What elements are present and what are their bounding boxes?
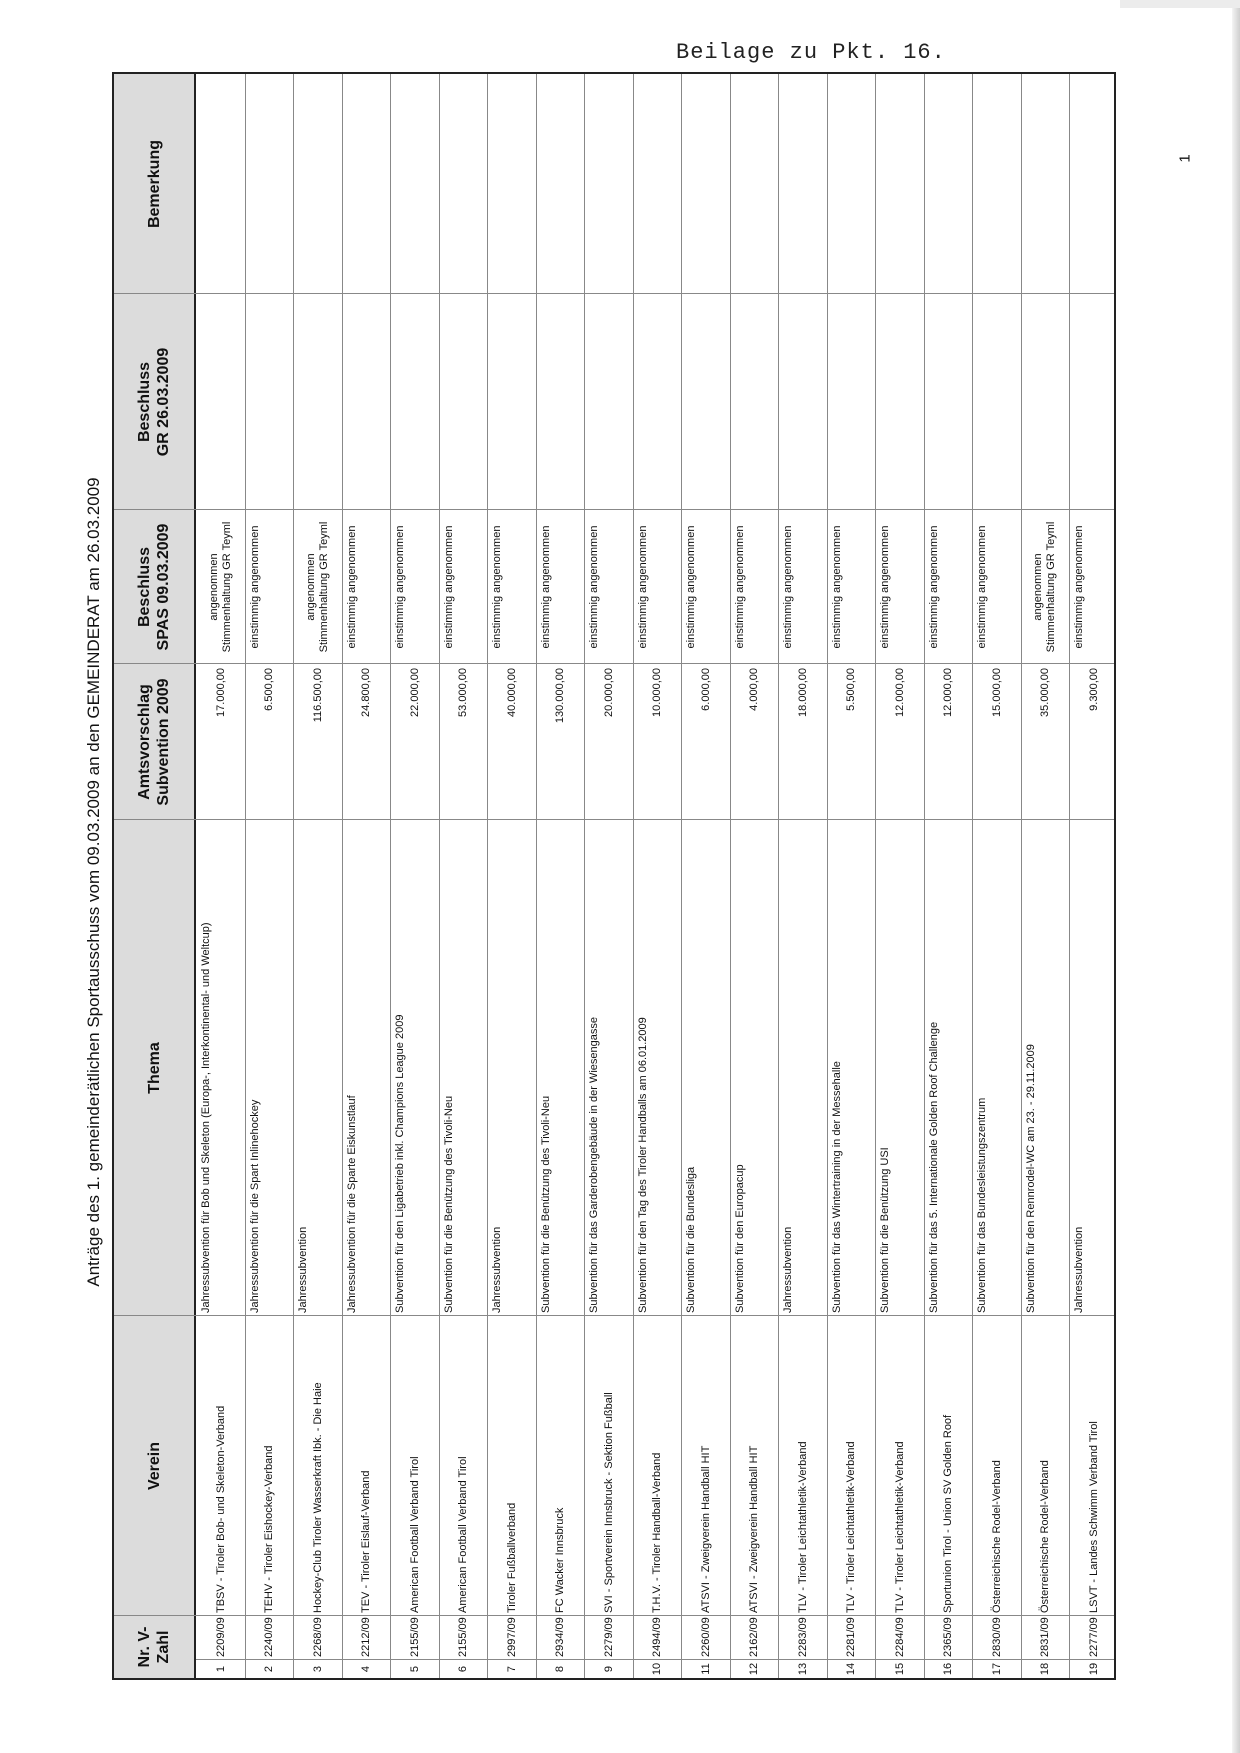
spas-decision: einstimmig angenommen [685, 525, 697, 649]
spas-decision: einstimmig angenommen [927, 525, 940, 649]
cell-verein: TEV - Tiroler Eislauf-Verband [360, 1470, 372, 1613]
cell-vzahl: 2934/09 [554, 1617, 566, 1657]
cell-beschluss-spas [1021, 510, 1070, 664]
cell-vzahl: 2283/09 [796, 1617, 809, 1657]
page-number-area [1150, 150, 1210, 170]
cell-beschluss-spas [342, 510, 391, 664]
cell-beschluss-spas [875, 510, 924, 664]
cell-thema: Subvention für den Ligabetrieb inkl. Champions League 2009 [394, 1014, 406, 1313]
cell-betrag: 15.000,00 [990, 668, 1003, 717]
cell-nr: 8 [554, 1665, 566, 1673]
cell-thema: Jahressubvention [782, 1226, 794, 1313]
cell-nr: 4 [360, 1665, 372, 1673]
cell-thema: Jahressubvention für die Sparte Eiskunstlauf [345, 1095, 358, 1313]
cell-nr: 11 [699, 1663, 712, 1675]
cell-vzahl: 2155/09 [457, 1617, 469, 1657]
cell-betrag: 10.000,00 [651, 668, 663, 717]
spas-decision: einstimmig angenommen [442, 525, 455, 649]
cell-betrag: 4.000,00 [748, 668, 760, 711]
spas-decision: angenommen [304, 553, 317, 621]
cell-verein: American Football Verband Tirol [408, 1456, 421, 1613]
annotation-stamp: Beilage zu Pkt. 16. [676, 40, 946, 65]
cell-verein: American Football Verband Tirol [457, 1456, 469, 1613]
spas-decision: einstimmig angenommen [1073, 525, 1085, 649]
cell-vzahl: 2268/09 [311, 1617, 324, 1657]
header-beschluss-gr-line2: GR 26.03.2009 [155, 347, 172, 457]
spas-decision: einstimmig angenommen [394, 525, 406, 649]
cell-verein: Hockey-Club Tiroler Wasserkraft Ibk. - Die Haie [311, 1382, 324, 1613]
cell-verein: LSVT - Landes Schwimm Verband Tirol [1087, 1421, 1100, 1613]
cell-thema: Subvention für das 5. Internationale Golden Roof Challenge [927, 1021, 940, 1313]
header-verein [114, 1316, 194, 1616]
cell-beschluss-spas [972, 510, 1021, 664]
cell-betrag: 24.800,00 [360, 668, 372, 717]
cell-beschluss-spas [536, 510, 585, 664]
header-beschluss-gr-line1: Beschluss [136, 361, 153, 443]
cell-vzahl: 2240/09 [263, 1617, 275, 1657]
cell-vzahl: 2365/09 [942, 1617, 954, 1657]
cell-vzahl: 2997/09 [505, 1617, 518, 1657]
cell-vzahl: 2831/09 [1039, 1617, 1051, 1657]
cell-beschluss-spas [584, 510, 633, 664]
cell-nr: 14 [845, 1662, 857, 1676]
header-beschluss-gr [114, 294, 194, 510]
cell-verein: T.H.V. - Tiroler Handball-Verband [651, 1452, 663, 1613]
cell-betrag: 35.000,00 [1039, 668, 1051, 717]
cell-thema: Jahressubvention für Bob und Skeleton (Europa-, Interkontinental- und Weltcup) [200, 922, 212, 1313]
cell-verein: FC Wacker Innsbruck [554, 1507, 566, 1613]
cell-betrag: 53.000,00 [457, 668, 469, 717]
cell-betrag: 6.500,00 [263, 668, 275, 711]
cell-betrag: 12.000,00 [893, 668, 906, 717]
spas-decision: einstimmig angenommen [733, 525, 746, 649]
header-amtsvorschlag-line1: Amtsvorschlag [136, 684, 153, 800]
spas-decision: einstimmig angenommen [782, 525, 794, 649]
cell-verein: Österreichische Rodel-Verband [1039, 1460, 1051, 1613]
cell-nr: 7 [505, 1665, 518, 1673]
cell-beschluss-spas [633, 510, 682, 664]
cell-verein: TLV - Tiroler Leichtathletik-Verband [845, 1441, 857, 1613]
cell-vzahl: 2212/09 [360, 1617, 372, 1657]
cell-thema: Subvention für die Benützung des Tivoli-Neu [539, 1095, 552, 1313]
cell-beschluss-spas [1069, 510, 1118, 664]
cell-verein: Sportunion Tirol - Union SV Golden Roof [942, 1414, 954, 1613]
spas-note: Stimmenhaltung GR Teyml [220, 521, 233, 653]
cell-nr: 2 [263, 1665, 275, 1673]
spas-decision: einstimmig angenommen [976, 525, 988, 649]
cell-betrag: 17.000,00 [214, 668, 227, 717]
cell-nr: 13 [796, 1662, 809, 1676]
spas-decision: einstimmig angenommen [345, 525, 358, 649]
cell-vzahl: 2260/09 [699, 1617, 712, 1657]
rotated-sheet [76, 8, 1116, 1680]
cell-vzahl: 2279/09 [602, 1617, 615, 1657]
cell-betrag: 5.500,00 [845, 668, 857, 711]
header-verein-label: Verein [145, 1441, 163, 1491]
cell-verein: TLV - Tiroler Leichtathletik-Verband [893, 1441, 906, 1613]
cell-vzahl: 2277/09 [1087, 1617, 1100, 1657]
cell-beschluss-spas [245, 510, 294, 664]
header-nr-vzahl [114, 1616, 194, 1678]
cell-nr: 1 [214, 1665, 227, 1673]
cell-thema: Subvention für die Benützung des Tivoli-Neu [442, 1095, 455, 1313]
spas-note: Stimmenhaltung GR Teyml [317, 521, 330, 653]
cell-verein: Tiroler Fußballverband [505, 1502, 518, 1613]
cell-verein: SVI - Sportverein Innsbruck - Sektion Fußball [602, 1392, 615, 1613]
header-amtsvorschlag [114, 664, 194, 820]
spas-decision: einstimmig angenommen [879, 525, 891, 649]
cell-vzahl: 2281/09 [845, 1617, 857, 1657]
cell-betrag: 116.500,00 [311, 668, 324, 723]
cell-thema: Subvention für den Tag des Tiroler Handballs am 06.01.2009 [636, 1017, 649, 1313]
header-bemerkung [114, 74, 194, 294]
scan-edge-right [1232, 0, 1240, 1753]
header-beschluss-spas-line1: Beschluss [136, 546, 153, 628]
cell-betrag: 130.000,00 [554, 668, 566, 724]
cell-thema: Subvention für das Bundesleistungszentrum [976, 1097, 988, 1313]
column-divider [114, 293, 1114, 294]
cell-vzahl: 2284/09 [893, 1617, 906, 1657]
scan-edge-top [1120, 0, 1240, 8]
spas-decision: einstimmig angenommen [248, 525, 261, 649]
spas-decision: einstimmig angenommen [539, 525, 552, 649]
spas-decision: einstimmig angenommen [588, 525, 600, 649]
cell-beschluss-spas [439, 510, 488, 664]
cell-vzahl: 2830/09 [990, 1617, 1003, 1657]
spas-note: Stimmenhaltung GR Teyml [1045, 521, 1057, 653]
cell-betrag: 6.000,00 [699, 668, 712, 711]
cell-beschluss-spas [730, 510, 779, 664]
cell-vzahl: 2162/09 [748, 1617, 760, 1657]
cell-nr: 10 [651, 1662, 663, 1676]
spas-decision: angenommen [1032, 553, 1044, 621]
cell-verein: TLV - Tiroler Leichtathletik-Verband [796, 1441, 809, 1613]
cell-verein: ATSVI - Zweigverein Handball HIT [748, 1445, 760, 1613]
cell-nr: 17 [990, 1662, 1003, 1676]
cell-thema: Subvention für den Europacup [733, 1164, 746, 1313]
cell-vzahl: 2155/09 [408, 1617, 421, 1657]
cell-verein: TBSV - Tiroler Bob- und Skeleton-Verband [214, 1405, 227, 1613]
document-title: Anträge des 1. gemeinderätlichen Sportausschuss vom 09.03.2009 an den GEMEINDERAT am 26.03.2009 [84, 477, 103, 1287]
cell-nr: 19 [1087, 1662, 1100, 1676]
cell-thema: Jahressubvention [1073, 1226, 1085, 1313]
cell-verein: ATSVI - Zweigverein Handball HIT [699, 1445, 712, 1613]
cell-thema: Jahressubvention [297, 1226, 309, 1313]
cell-nr: 6 [457, 1665, 469, 1673]
spas-decision: einstimmig angenommen [636, 525, 649, 649]
cell-nr: 16 [942, 1662, 954, 1676]
cell-verein: TEHV - Tiroler Eishockey-Verband [263, 1445, 275, 1613]
cell-beschluss-spas [390, 510, 439, 664]
cell-thema: Jahressubvention für die Spart Inlinehockey [248, 1099, 261, 1313]
spas-decision: einstimmig angenommen [830, 525, 843, 649]
cell-verein: Österreichische Rodel-Verband [990, 1460, 1003, 1613]
cell-betrag: 40.000,00 [505, 668, 518, 717]
cell-betrag: 20.000,00 [602, 668, 615, 717]
page-number: 1 [1176, 154, 1194, 163]
header-thema-label: Thema [145, 1042, 163, 1094]
header-amtsvorschlag-line2: Subvention 2009 [155, 678, 172, 806]
cell-thema: Jahressubvention [491, 1226, 503, 1313]
cell-nr: 3 [311, 1665, 324, 1673]
spas-decision: angenommen [207, 553, 220, 621]
cell-betrag: 9.300,00 [1087, 668, 1100, 711]
cell-nr: 18 [1039, 1662, 1051, 1676]
motions-table [112, 72, 1116, 1680]
cell-thema: Subvention für die Bundesliga [685, 1166, 697, 1313]
cell-nr: 5 [408, 1665, 421, 1673]
cell-thema: Subvention für die Benützung USI [879, 1147, 891, 1313]
cell-beschluss-spas [681, 510, 730, 664]
cell-beschluss-spas [196, 510, 245, 664]
cell-thema: Subvention für den Rennrodel-WC am 23. - 29.11.2009 [1024, 1044, 1037, 1313]
cell-vzahl: 2494/09 [651, 1617, 663, 1657]
cell-beschluss-spas [778, 510, 827, 664]
header-bemerkung-label: Bemerkung [145, 139, 163, 229]
cell-betrag: 18.000,00 [796, 668, 809, 717]
cell-betrag: 12.000,00 [942, 668, 954, 717]
cell-beschluss-spas [827, 510, 876, 664]
spas-decision: einstimmig angenommen [491, 525, 503, 649]
cell-nr: 12 [748, 1662, 760, 1676]
cell-beschluss-spas [924, 510, 973, 664]
header-beschluss-spas [114, 510, 194, 664]
cell-vzahl: 2209/09 [214, 1617, 227, 1657]
cell-nr: 9 [602, 1665, 615, 1673]
cell-betrag: 22.000,00 [408, 668, 421, 717]
cell-beschluss-spas [487, 510, 536, 664]
header-beschluss-spas-line2: SPAS 09.03.2009 [155, 523, 172, 651]
cell-beschluss-spas [293, 510, 342, 664]
header-thema [114, 820, 194, 1316]
header-nr-vzahl-label: Nr. V-Zahl [136, 1626, 172, 1668]
cell-nr: 15 [893, 1662, 906, 1676]
cell-thema: Subvention für das Garderobengebäude in der Wiesengasse [588, 1017, 600, 1313]
cell-thema: Subvention für das Wintertraining in der Messehalle [830, 1061, 843, 1313]
